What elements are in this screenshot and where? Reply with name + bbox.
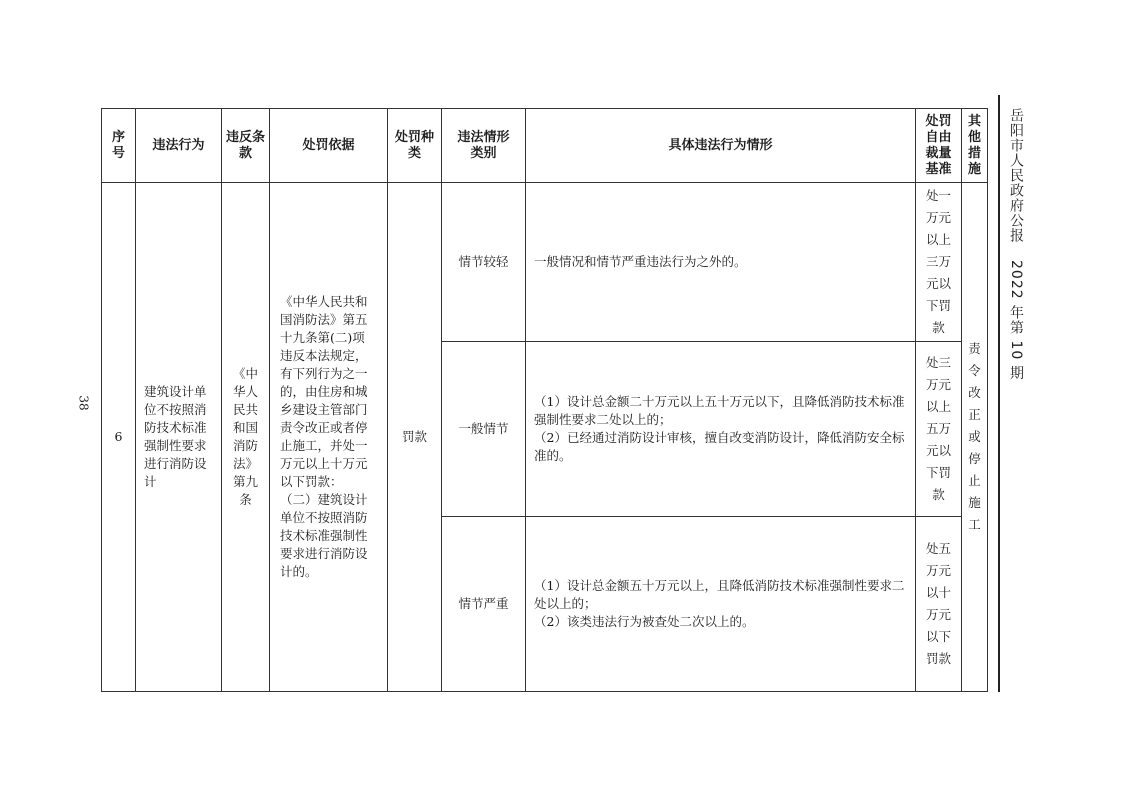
cell-act: 建筑设计单位不按照消防技术标准强制性要求进行消防设计 (136, 183, 222, 692)
header-seq: 序号 (102, 109, 136, 183)
cell-details-general (526, 342, 916, 517)
header-details: 具体违法行为情形 (526, 109, 916, 183)
cell-discretion-general: 处三万元以上五万元以下罚款 (916, 342, 962, 517)
issue-label: 2022 年第 10 期 (1008, 260, 1024, 382)
page-number: 38 (76, 395, 91, 411)
detail-line: （1）设计总金额五十万元以上，且降低消防技术标准强制性要求二处以上的； (534, 578, 905, 611)
header-clause: 违反条款 (222, 109, 270, 183)
detail-line: （2）该类违法行为被查处二次以上的。 (534, 614, 755, 629)
header-act: 违法行为 (136, 109, 222, 183)
cell-category-severe: 情节严重 (442, 517, 526, 692)
cell-details-light (526, 183, 916, 342)
table-row (102, 183, 988, 342)
penalty-table (101, 108, 988, 692)
cell-category-general: 一般情节 (442, 342, 526, 517)
cell-category-light: 情节较轻 (442, 183, 526, 342)
detail-line: 一般情况和情节严重违法行为之外的。 (534, 254, 747, 269)
basis-paragraph-2: （二）建筑设计单位不按照消防技术标准强制性要求进行消防设计的。 (280, 492, 368, 579)
cell-seq: 6 (102, 183, 136, 692)
cell-basis (270, 183, 388, 692)
cell-type: 罚款 (388, 183, 442, 692)
header-other: 其他措施 (962, 109, 988, 183)
cell-discretion-severe: 处五万元以十万元以下罚款 (916, 517, 962, 692)
header-row (102, 109, 988, 183)
publication-title: 岳阳市人民政府公报 (1008, 108, 1024, 243)
detail-line: （2）已经通过消防设计审核，擅自改变消防设计，降低消防安全标准的。 (534, 430, 905, 463)
header-basis: 处罚依据 (270, 109, 388, 183)
header-discretion: 处罚自由裁量基准 (916, 109, 962, 183)
header-divider (998, 95, 1000, 692)
detail-line: （1）设计总金额二十万元以上五十万元以下，且降低消防技术标准强制性要求二处以上的； (534, 394, 905, 427)
header-type: 处罚种类 (388, 109, 442, 183)
header-category: 违法情形类别 (442, 109, 526, 183)
basis-paragraph-1: 《中华人民共和国消防法》第五十九条第(二)项违反本法规定，有下列行为之一的，由住房和城乡建设主管部门责令改正或者停止施工，并处一万元以上十万元以下罚款： (280, 294, 368, 489)
cell-discretion-light: 处一万元以上三万元以下罚款 (916, 183, 962, 342)
running-header (1006, 108, 1026, 393)
cell-other: 责令改正或停止施工 (962, 183, 988, 692)
cell-clause: 《中华人民共和国消防法》第九条 (222, 183, 270, 692)
cell-details-severe (526, 517, 916, 692)
